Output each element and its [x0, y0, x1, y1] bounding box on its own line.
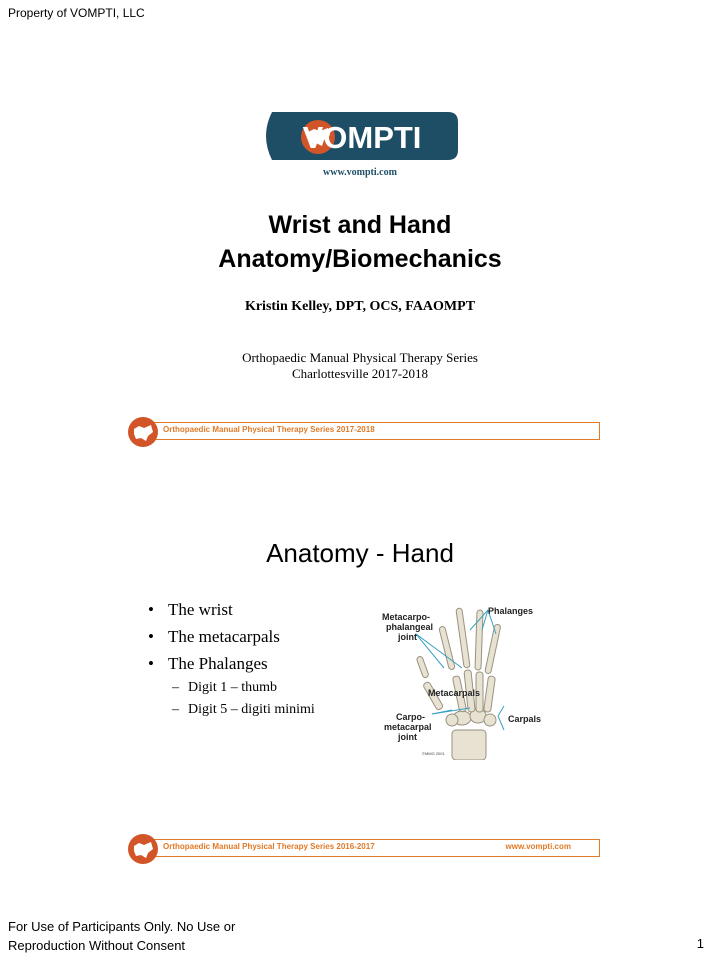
label-cmc-2: metacarpal [384, 722, 432, 732]
author: Kristin Kelley, DPT, OCS, FAAOMPT [244, 299, 476, 314]
sub-bullet-item: – Digit 5 – digiti minimi [172, 702, 315, 717]
series-line-1: Orthopaedic Manual Physical Therapy Series [242, 350, 478, 365]
sub-bullet-item: – Digit 1 – thumb [172, 680, 278, 695]
footer-note [8, 917, 235, 955]
title-line-2: Anatomy/Biomechanics [218, 245, 502, 273]
slide2-footer-bar [140, 839, 600, 857]
label-cmc-3: joint [398, 732, 417, 742]
slide2-footer-text: Orthopaedic Manual Physical Therapy Series 2016-2017 [163, 842, 375, 851]
bullet-list [148, 596, 368, 721]
label-mcp-1: Metacarpo- [382, 612, 431, 622]
logo-url: www.vompti.com [323, 167, 397, 178]
label-mcp-3: joint [398, 632, 417, 642]
label-phalanges: Phalanges [488, 606, 534, 616]
slide2-footer-url: www.vompti.com [505, 842, 571, 851]
bullet-item: • The Phalanges [148, 654, 268, 673]
label-cmc-1: Carpo- [396, 712, 425, 722]
badge-icon [127, 416, 159, 448]
page-number: 1 [696, 936, 704, 951]
header-note: Property of VOMPTI, LLC [8, 6, 145, 20]
label-carpals: Carpals [508, 714, 542, 724]
footer-line-1: For Use of Participants Only. No Use or [8, 919, 236, 934]
logo-text: VOMPTI [302, 120, 422, 155]
slide1-footer-text: Orthopaedic Manual Physical Therapy Series 2017-2018 [163, 425, 375, 434]
slide2-title: Anatomy - Hand [266, 538, 454, 568]
label-metacarpals: Metacarpals [428, 688, 481, 698]
figure-copyright: ©MMG 2001 [422, 751, 445, 756]
label-mcp-2: phalangeal [386, 622, 434, 632]
badge-icon [127, 833, 159, 865]
slide1-title [130, 208, 590, 276]
hand-anatomy-figure [380, 590, 550, 760]
vompti-logo [258, 110, 460, 162]
bullet-item: • The metacarpals [148, 627, 280, 646]
bullet-item: • The wrist [148, 600, 233, 619]
title-line-1: Wrist and Hand [268, 211, 452, 239]
footer-line-2: Reproduction Without Consent [8, 938, 186, 953]
slide1-footer-bar [140, 422, 600, 440]
series-info [130, 350, 590, 382]
series-line-2: Charlottesville 2017-2018 [291, 366, 429, 381]
